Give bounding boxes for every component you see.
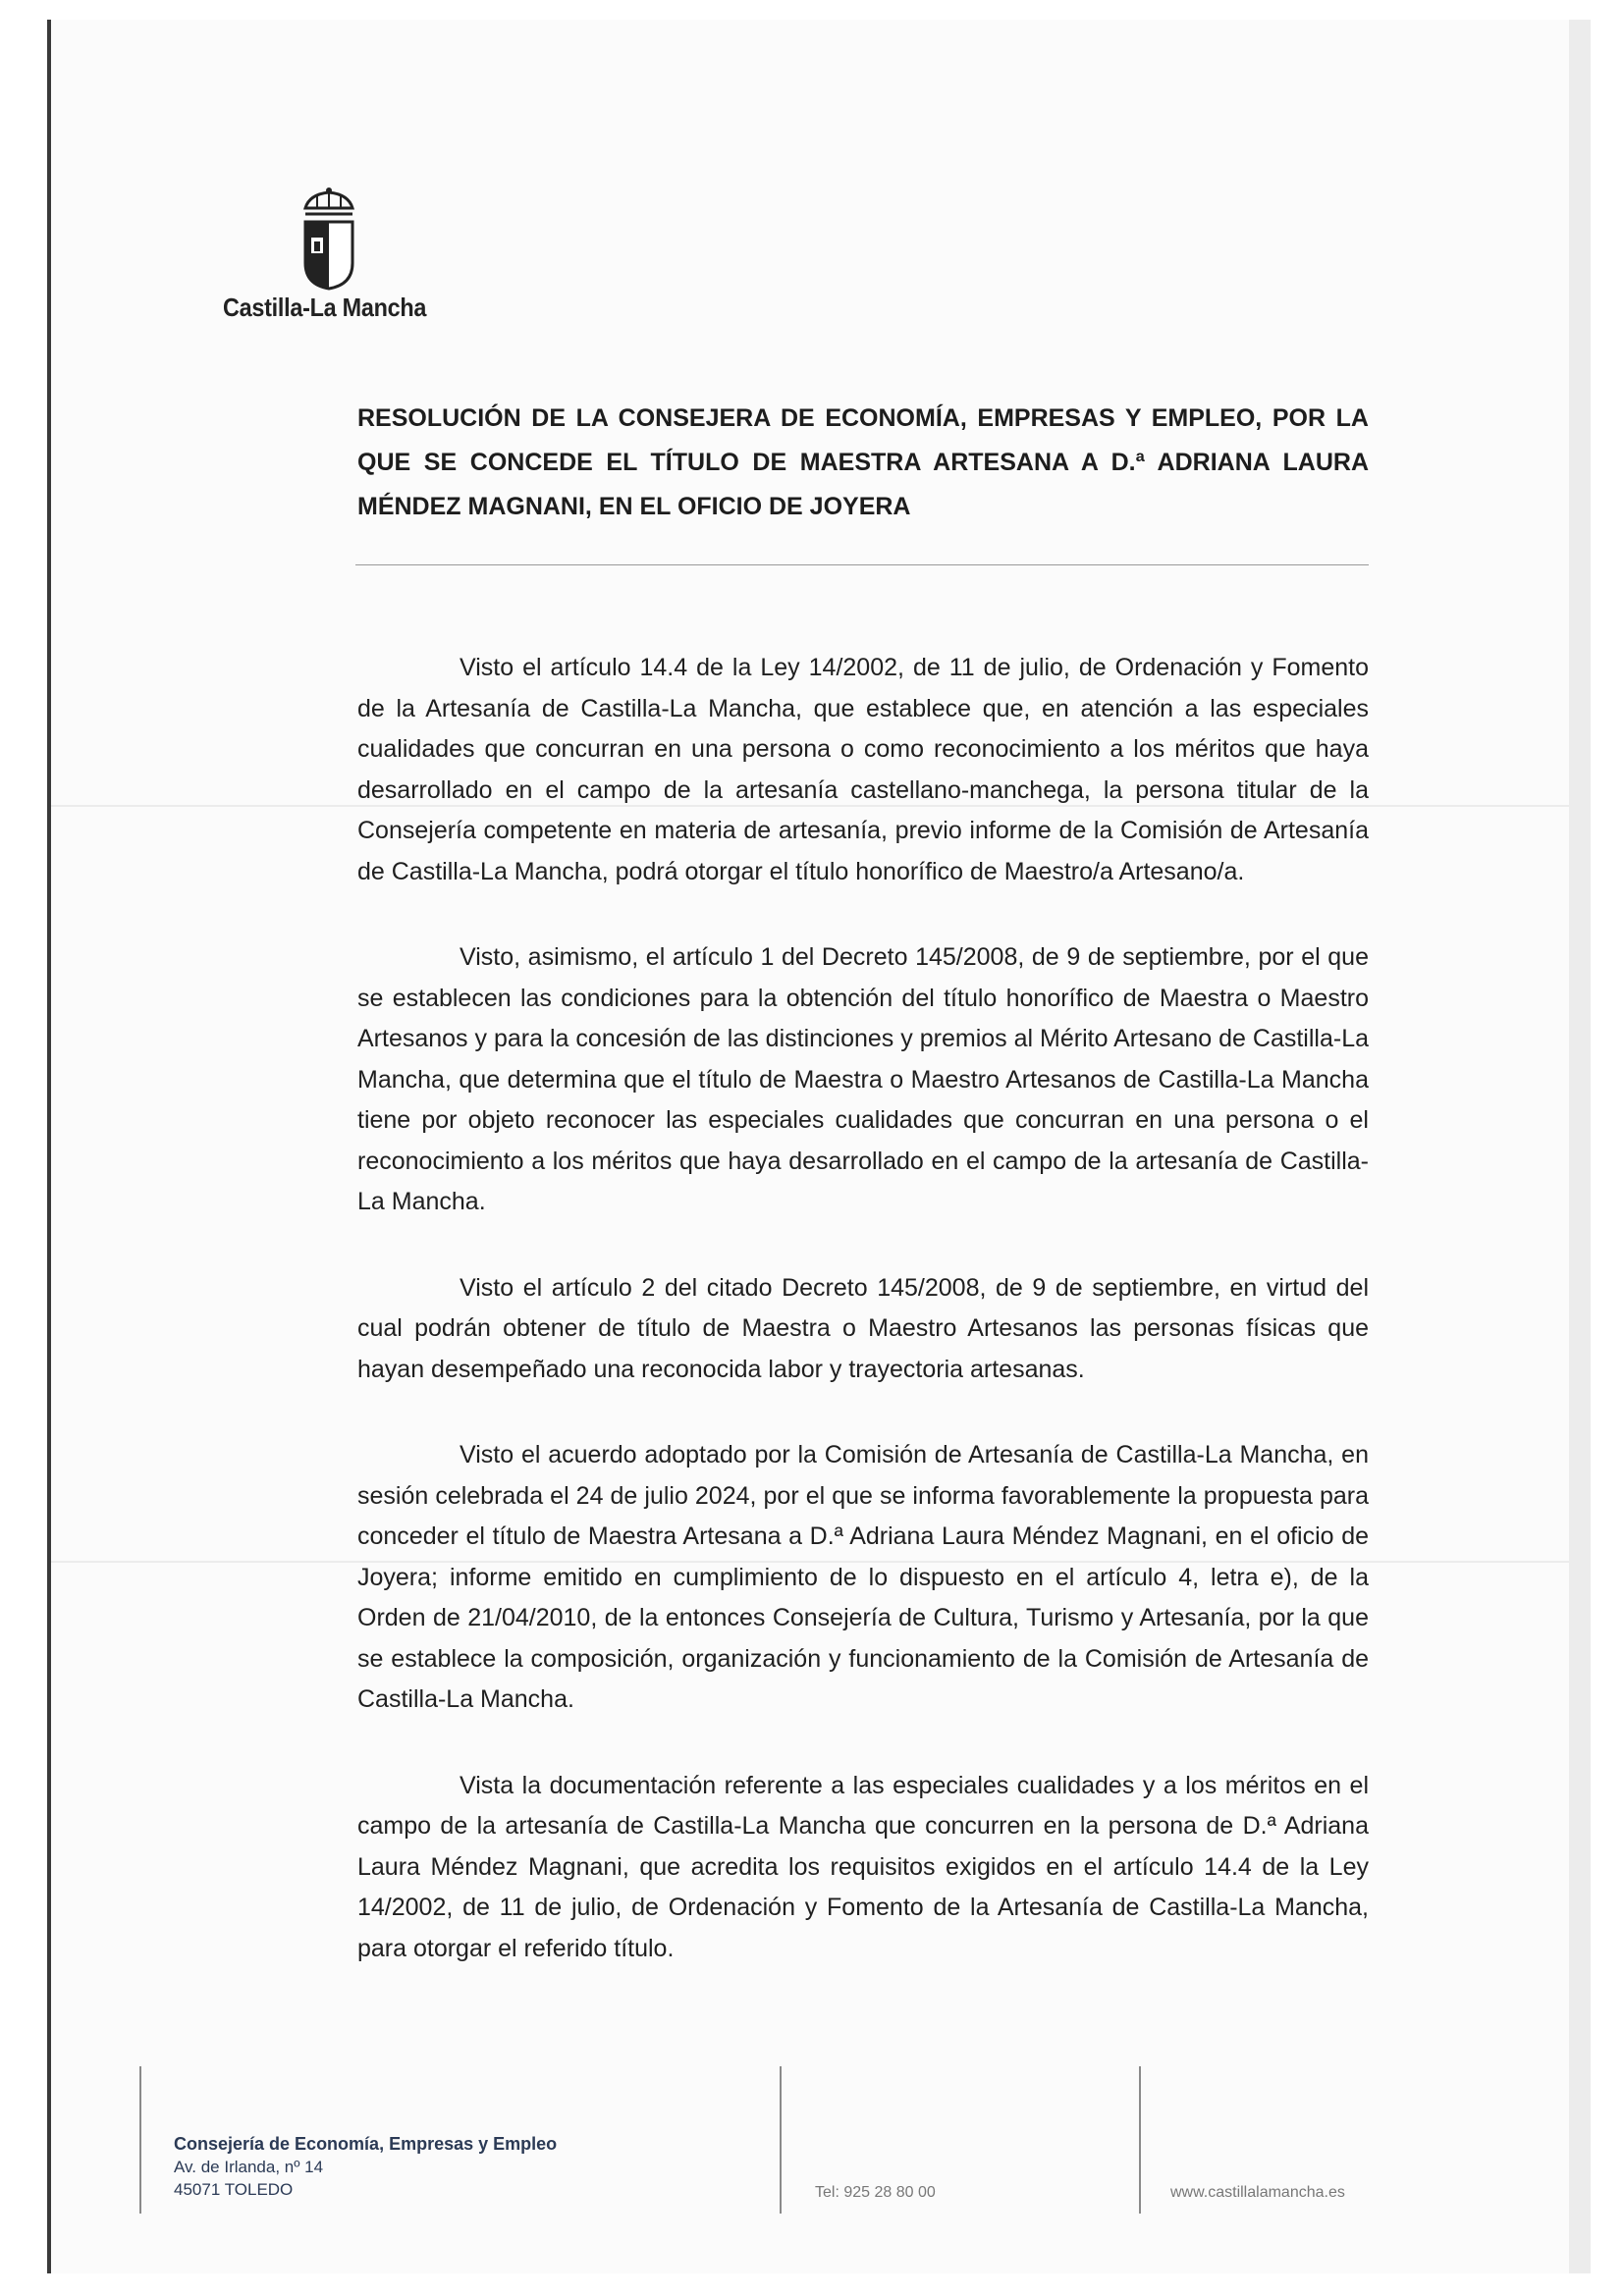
crest-icon <box>299 187 358 294</box>
footer-divider <box>780 2066 782 2214</box>
footer-divider <box>1139 2066 1141 2214</box>
logo-text: Castilla-La Mancha <box>223 293 427 322</box>
page-footer <box>51 2066 1591 2214</box>
footer-divider <box>139 2066 141 2214</box>
page-edge-shadow <box>1569 20 1591 2273</box>
footer-street: Av. de Irlanda, nº 14 <box>174 2158 324 2176</box>
footer-website: www.castillalamancha.es <box>1170 2184 1345 2201</box>
paragraph: Visto el artículo 2 del citado Decreto 145/2008, de 9 de septiembre, en virtud del cual podrán obtener de título de Maestra o Maestro Artesanos las personas físicas que hayan desempeñado una reconocida labor y trayectoria artesanas. <box>357 1273 1369 1383</box>
paragraph: Visto el artículo 14.4 de la Ley 14/2002, de 11 de julio, de Ordenación y Fomento de la Artesanía de Castilla-La Mancha, que establece que, en atención a las especiales cualidades que concurran en una persona o como reconocimiento a los méritos que haya desarrollado en el campo de la artesanía castellano-manchega, la persona titular de la Consejería competente en materia de artesanía, previo informe de la Comisión de Artesanía de Castilla-La Mancha, podrá otorgar el título honorífico de Maestro/a Artesano/a. <box>357 654 1369 885</box>
document-body <box>357 648 1369 2014</box>
paragraph: Visto el acuerdo adoptado por la Comisión de Artesanía de Castilla-La Mancha, en sesión celebrada el 24 de julio 2024, por el que se informa favorablemente la propuesta para conceder el título de Maestra Artesana a D.ª Adriana Laura Méndez Magnani, en el oficio de Joyera; informe emitido en cumplimiento de lo dispuesto en el artículo 4, letra e), de la Orden de 21/04/2010, de la entonces Consejería de Cultura, Turismo y Artesanía, por la que se establece la composición, organización y funcionamiento de la Comisión de Artesanía de Castilla-La Mancha. <box>357 1441 1369 1713</box>
paragraph: Vista la documentación referente a las especiales cualidades y a los méritos en el campo de la artesanía de Castilla-La Mancha que concurren en la persona de D.ª Adriana Laura Méndez Magnani, que acredita los requisitos exigidos en el artículo 14.4 de la Ley 14/2002, de 11 de julio, de Ordenación y Fomento de la Artesanía de Castilla-La Mancha, para otorgar el referido título. <box>357 1771 1369 1962</box>
resolution-title: RESOLUCIÓN DE LA CONSEJERA DE ECONOMÍA, EMPRESAS Y EMPLEO, POR LA QUE SE CONCEDE EL TÍTULO DE MAESTRA ARTESANA A D.ª ADRIANA LAURA MÉNDEZ MAGNANI, EN EL OFICIO DE JOYERA <box>357 404 1369 520</box>
title-divider <box>355 564 1369 565</box>
footer-organization: Consejería de Economía, Empresas y Empleo <box>174 2134 558 2154</box>
paragraph: Visto, asimismo, el artículo 1 del Decreto 145/2008, de 9 de septiembre, por el que se establecen las condiciones para la obtención del título honorífico de Maestra o Maestro Artesanos y para la concesión de las distinciones y premios al Mérito Artesano de Castilla-La Mancha, que determina que el título de Maestra o Maestro Artesanos de Castilla-La Mancha tiene por objeto reconocer las especiales cualidades que concurran en una persona o el reconocimiento a los méritos que haya desarrollado en el campo de la artesanía de Castilla-La Mancha. <box>357 943 1369 1215</box>
footer-address <box>174 2133 557 2201</box>
footer-city: 45071 TOLEDO <box>174 2180 294 2199</box>
document-page <box>47 20 1591 2273</box>
footer-phone: Tel: 925 28 80 00 <box>815 2184 936 2201</box>
